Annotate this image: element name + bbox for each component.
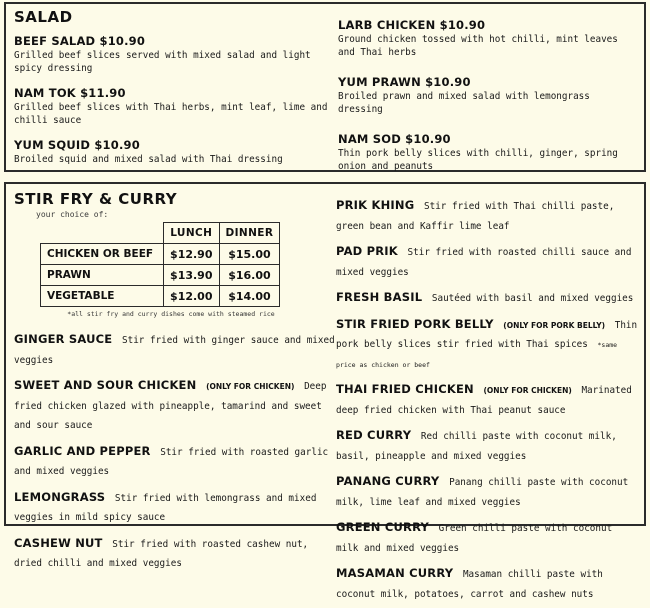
stirfry-left-column [14, 190, 336, 578]
menu-item [336, 240, 638, 279]
lunch-price: $12.90 [164, 244, 219, 265]
table-row [41, 244, 280, 265]
menu-item [14, 532, 336, 571]
menu-item [14, 486, 336, 525]
menu-item-description: Stir fried with lemongrass and mixed veggies in mild spicy sauce [14, 492, 317, 523]
menu-item [336, 562, 638, 601]
menu-item [336, 516, 638, 555]
menu-item [14, 374, 336, 433]
menu-item-name: LARB CHICKEN $10.90 [338, 18, 486, 32]
menu-item-description: Broiled prawn and mixed salad with lemongrass dressing [338, 91, 590, 115]
menu-item-name: SWEET AND SOUR CHICKEN [14, 378, 197, 392]
menu-item-description: Grilled beef slices with Thai herbs, mint leaf, lime and chilli sauce [14, 102, 328, 126]
menu-item [14, 440, 336, 479]
table-row [41, 286, 280, 307]
menu-item-note: (ONLY FOR CHICKEN) [483, 386, 572, 395]
salad-section-title: SALAD [14, 8, 73, 26]
row-label: CHICKEN OR BEEF [41, 244, 164, 265]
menu-item-name: MASAMAN CURRY [336, 566, 454, 580]
menu-item-description: Ground chicken tossed with hot chilli, mint leaves and Thai herbs [338, 34, 618, 58]
menu-item [14, 82, 334, 127]
menu-item-description: Marinated deep fried chicken with Thai peanut sauce [336, 385, 632, 416]
menu-item-description: Grilled beef slices served with mixed salad and light spicy dressing [14, 50, 311, 74]
menu-item-name: STIR FRIED PORK BELLY [336, 316, 494, 331]
menu-item-name: GINGER SAUCE [14, 332, 113, 346]
menu-item [336, 470, 638, 509]
menu-item-description: Stir fried with roasted garlic and mixed veggies [14, 446, 329, 477]
menu-item-note: (ONLY FOR CHICKEN) [206, 382, 295, 391]
column-header-dinner: DINNER [219, 223, 280, 244]
lunch-price: $12.00 [164, 286, 219, 307]
menu-item-name: GREEN CURRY [336, 520, 430, 534]
menu-item-name: GARLIC AND PEPPER [14, 443, 151, 458]
dinner-price: $16.00 [219, 265, 280, 286]
menu-item-name: YUM PRAWN $10.90 [338, 75, 471, 89]
menu-item-note: (ONLY FOR PORK BELLY) [503, 320, 606, 330]
menu-item-description: Thin pork belly slices with chilli, ginger, spring onion and peanuts [338, 148, 618, 172]
table-header-row [41, 223, 280, 244]
menu-item-name: BEEF SALAD $10.90 [14, 34, 146, 48]
choice-of-label: your choice of: [36, 210, 109, 219]
menu-item-name: NAM SOD $10.90 [338, 132, 451, 146]
menu-item-description: Masaman chilli paste with coconut milk, potatoes, carrot and cashew nuts [336, 569, 603, 600]
menu-item-description: Panang chilli paste with coconut milk, lime leaf and mixed veggies [336, 477, 629, 508]
menu-item-description: Stir fried with ginger sauce and mixed veggies [14, 335, 335, 366]
row-label: PRAWN [41, 265, 164, 286]
menu-item-description: Stir fried with roasted cashew nut, dried chilli and mixed veggies [14, 538, 309, 569]
salad-section [4, 2, 646, 172]
menu-item-name: NAM TOK $11.90 [14, 86, 126, 100]
menu-item-name: CASHEW NUT [14, 535, 103, 550]
row-label: VEGETABLE [41, 286, 164, 307]
menu-item-name: PRIK KHING [336, 198, 415, 212]
menu-item [336, 378, 638, 417]
menu-item-name: THAI FRIED CHICKEN [336, 382, 474, 396]
menu-item [336, 194, 638, 233]
menu-item-name: PAD PRIK [336, 244, 398, 258]
price-table [40, 222, 280, 307]
column-header-lunch: LUNCH [164, 223, 219, 244]
salad-left-column [14, 8, 334, 174]
lunch-price: $13.90 [164, 265, 219, 286]
table-row [41, 265, 280, 286]
menu-item [338, 14, 638, 59]
menu-item-description: Broiled squid and mixed salad with Thai dressing [14, 154, 283, 165]
menu-item [14, 30, 334, 75]
menu-item-description: Red chilli paste with coconut milk, basil, pineapple and mixed veggies [336, 431, 617, 462]
menu-item-name: PANANG CURRY [336, 474, 440, 488]
dinner-price: $14.00 [219, 286, 280, 307]
menu-item-name: RED CURRY [336, 428, 412, 442]
dinner-price: $15.00 [219, 244, 280, 265]
menu-item-name: FRESH BASIL [336, 290, 423, 304]
table-header-blank [41, 223, 164, 244]
stirfry-section-title: STIR FRY & CURRY [14, 190, 178, 208]
menu-item [336, 286, 638, 306]
menu-item-description: Stir fried with roasted chilli sauce and mixed veggies [336, 247, 632, 278]
menu-item [14, 328, 336, 367]
price-table-note: *all stir fry and curry dishes come with steamed rice [67, 310, 275, 318]
stirfry-right-column [336, 194, 638, 608]
menu-item-name: LEMONGRASS [14, 489, 106, 504]
menu-item [14, 134, 334, 167]
menu-item-description: Stir fried with Thai chilli paste, green bean and Kaffir lime leaf [336, 201, 615, 232]
menu-item-description: Green chilli paste with coconut milk and mixed veggies [336, 523, 613, 554]
menu-item-subnote: *same price as chicken or beef [336, 341, 618, 369]
menu-item-description: Deep fried chicken glazed with pineapple, tamarind and sweet and sour sauce [14, 381, 327, 431]
menu-item-description: Sautéed with basil and mixed veggies [431, 293, 634, 304]
menu-item [336, 424, 638, 463]
menu-item-name: YUM SQUID $10.90 [14, 138, 140, 152]
menu-item [338, 128, 638, 173]
menu-item-description: Thin pork belly slices stir fried with Thai spices [336, 319, 638, 350]
menu-item [336, 313, 638, 372]
stir-fry-curry-section [4, 182, 646, 600]
salad-right-column [338, 14, 638, 180]
menu-item [338, 71, 638, 116]
